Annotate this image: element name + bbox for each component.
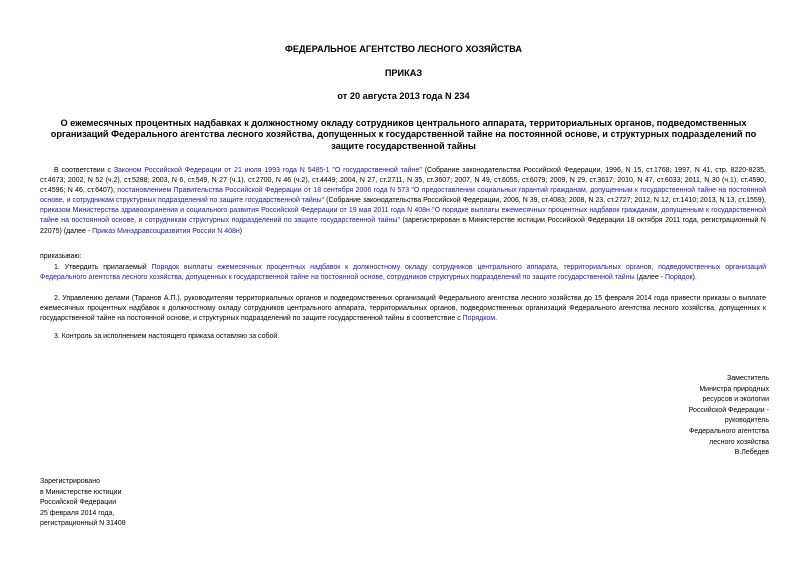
- law-link[interactable]: Законом Российской Федерации от 21 июля 1993 года N 5485-1 "О государственной тайне": [113, 167, 422, 174]
- item-2-text-1: 2. Управлению делами (Таранов А.П.), руководителям территориальных органов и подведомственных организаций Федерального агентства лесного хозяйства до 15 февраля 2014 года привести приказы о выплате ежемесячных процентных надбавок к должностному окладу сотрудников центрального аппарата, территориальных органов, подведомственных организаций Федерального агентства лесного хозяйства, допущенных к государственной тайне на постоянной основе, и структурных подразделений по защите государственной тайны в соответствие с: [40, 295, 766, 323]
- item-1-text-3: ).: [692, 274, 697, 282]
- signatory-name: В.Лебедев: [734, 449, 769, 457]
- signature-line: Заместитель: [727, 375, 769, 382]
- order-408n-link[interactable]: Приказ Минздравсоцразвития России N 408н: [92, 227, 240, 235]
- item-1-text-1: 1. Утвердить прилагаемый: [54, 264, 152, 271]
- procedure-link[interactable]: Порядок выплаты ежемесячных процентных надбавок к должностному окладу сотрудников центрального аппарата, территориальных органов, подведомственных организаций Федерального агентства лесного хозяйства, допущенных к государственной тайне на постоянной основе, сотрудников структурных подразделений по защите государственной тайны: [40, 264, 766, 282]
- signature-line: руководитель: [724, 417, 769, 425]
- basis-paragraph: [40, 166, 766, 237]
- procedure-short-link[interactable]: Порядок: [664, 274, 693, 282]
- item-2-paragraph: [40, 294, 766, 324]
- registration-line: Российской Федерации: [40, 499, 117, 507]
- government-decree-link[interactable]: постановлением Правительства Российской Федерации от 18 сентября 2006 года N 573 "О предоставлении социальных гарантий гражданам, допущенным к государственной тайне на постоянной основе, и сотрудникам структурных подразделений по защите государственной тайны": [40, 187, 766, 205]
- registration-block: [40, 477, 240, 530]
- ministry-order-link[interactable]: приказом Министерства здравоохранения и социального развития Российской Федерации от 19 мая 2011 года N 408н "О порядке выплаты ежемесячных процентных надбавок гражданам, допущенным к государственной тайне на постоянной основе, и сотрудникам структурных подразделений по защите государственной тайны": [40, 207, 766, 225]
- basis-text-4: (зарегистрирован в Министерстве юстиции Российской Федерации 18 октября 2011 года, регистрационный N 22075) (далее -: [40, 217, 766, 235]
- item-2-text-2: .: [495, 315, 498, 323]
- item-3-paragraph: 3. Контроль за исполнением настоящего приказа оставляю за собой.: [54, 333, 280, 340]
- item-1-text-2: (далее -: [634, 274, 665, 282]
- agency-name: ФЕДЕРАЛЬНОЕ АГЕНТСТВО ЛЕСНОГО ХОЗЯЙСТВА: [285, 44, 522, 54]
- registration-line: Зарегистрировано: [40, 478, 100, 485]
- signature-line: Федерального агентства: [689, 427, 769, 435]
- signature-line: ресурсов и экологии: [702, 396, 769, 404]
- basis-text-3: (Собрание законодательства Российской Федерации, 2006, N 39, ст.4083; 2008, N 23, ст.2727; 2012, N 12, ст.1410; 2013, N 13, ст.1559),: [324, 197, 766, 205]
- registration-number: регистрационный N 31408: [40, 520, 126, 528]
- procedure-ref-link[interactable]: Порядком: [462, 315, 496, 323]
- signature-line: лесного хозяйства: [709, 438, 769, 446]
- signature-block: [619, 374, 769, 459]
- document-date: от 20 августа 2013 года N 234: [337, 91, 470, 101]
- document-title: О ежемесячных процентных надбавках к должностному окладу сотрудников центрального аппарата, территориальных органов, подведомственных организаций Федерального агентства лесного хозяйства, допущенных к государственной тайне на постоянной основе, и структурных подразделений по защите государственной тайны: [50, 118, 757, 151]
- document-type: ПРИКАЗ: [384, 68, 423, 78]
- registration-line: в Министерстве юстиции: [40, 488, 122, 496]
- signature-line: Министра природных: [699, 385, 769, 393]
- order-word: приказываю:: [40, 253, 82, 260]
- basis-text-1: В соответствии с: [54, 167, 114, 174]
- registration-date: 25 февраля 2014 года,: [40, 509, 115, 517]
- item-1-paragraph: [40, 263, 766, 283]
- basis-text-5: ): [239, 227, 243, 235]
- signature-line: Российской Федерации -: [688, 406, 769, 414]
- basis-text-2: (Собрание законодательства Российской Федерации, 1996, N 15, ст.1768; 1997, N 41, стр. 8220-8235, ст.4673; 2002, N 52 (ч.2), ст.5288; 2003, N 6, ст.549, N 27 (ч.1), ст.2700, N 46 (ч.2), ст.4449; 2004, N 27, ст.2711, N 35, ст.3607; 2007, N 49, ст.6055, ст.6079; 2009, N 29, ст.3617; 2010, N 47, ст.6033; 2011, N 30 (ч.1), ст.4590, ст.4596; N 46, ст.6407),: [40, 167, 767, 195]
